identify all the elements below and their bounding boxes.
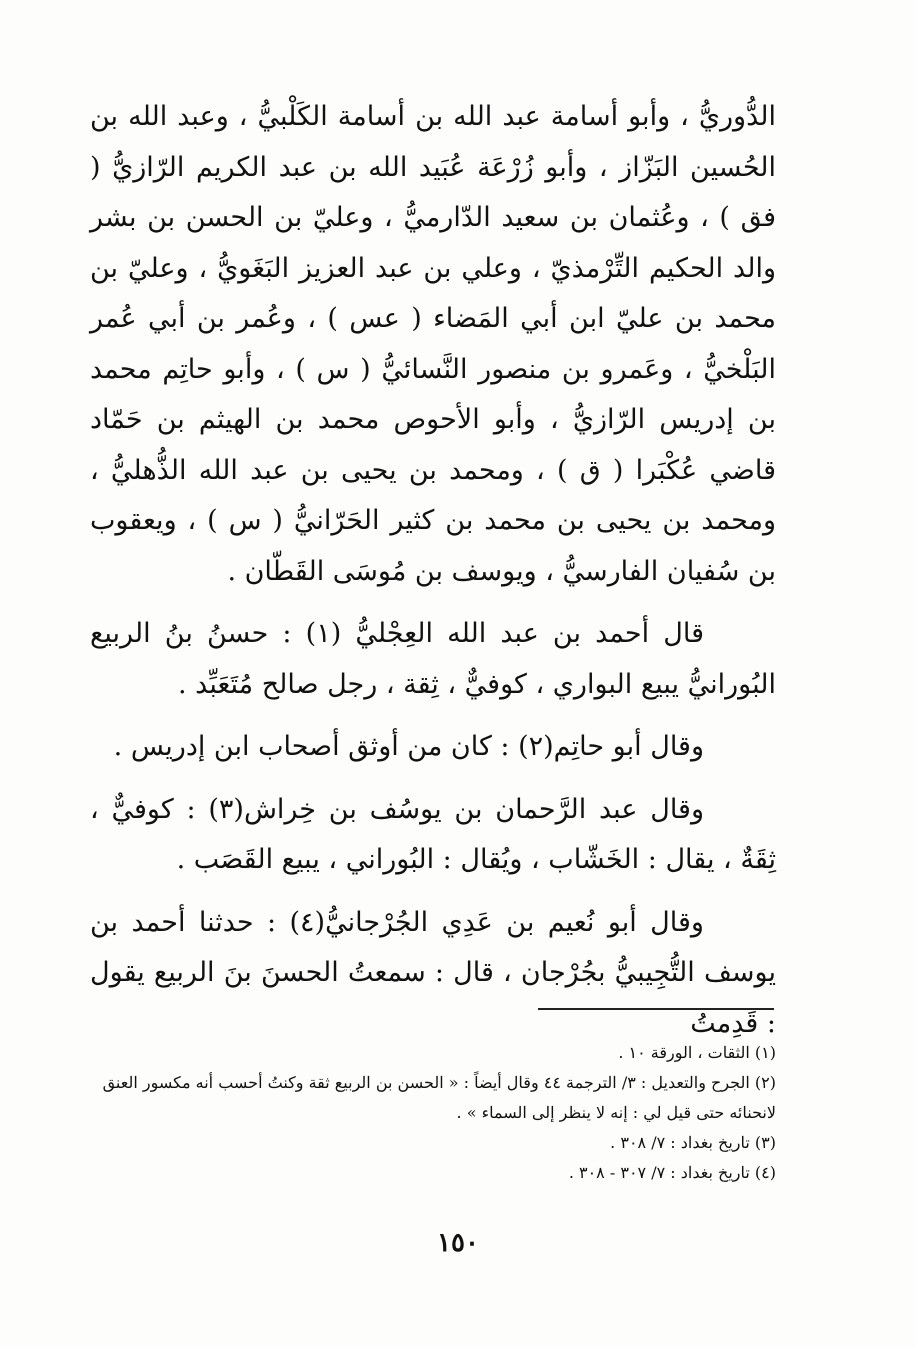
paragraph-ijli: قال أحمد بن عبد الله العِجْليُّ (١) : حسنُ بنُ الربيع البُورانيُّ يبيع البواري ، كوفيٌّ ، ثِقة ، رجل صالح مُتَعَبِّد . (90, 618, 776, 700)
footnotes (80, 1038, 776, 1188)
footnote-2: (٢) الجرح والتعديل : ٣/ الترجمة ٤٤ وقال أيضاً : « الحسن بن الربيع ثقة وكنتُ أحسب أنه مكسور العنق لانحنائه حتى قيل لي : إنه لا ينظر إلى السماء » . (102, 1073, 776, 1122)
main-text (90, 92, 776, 1049)
paragraph-abu-hatim: وقال أبو حاتِم(٢) : كان من أوثق أصحاب ابن إدريس . (113, 731, 704, 762)
page-number: ١٥٠ (437, 1228, 479, 1258)
paragraph-abu-nuaim: وقال أبو نُعيم بن عَدِي الجُرْجانيُّ(٤) : حدثنا أحمد بن يوسف التُّجِيبيُّ بجُرْجان ، قال : سمعتُ الحسنَ بنَ الربيع يقول : قَدِمتُ (90, 906, 776, 1039)
footnote-separator (538, 1008, 774, 1010)
paragraph-ibn-khirash: وقال عبد الرَّحمان بن يوسُف بن خِراش(٣) : كوفيٌّ ، ثِقَةٌ ، يقال : الخَشّاب ، ويُقال : البُوراني ، يبيع القَصَب . (90, 793, 776, 875)
paragraph-narrators: الدُّوريُّ ، وأبو أسامة عبد الله بن أسامة الكَلْبيُّ ، وعبد الله بن الحُسين البَزّاز ، وأبو زُرْعَة عُبَيد الله بن عبد الكريم الرّازيُّ ( فق ) ، وعُثمان بن سعيد الدّارميُّ ، وعليّ بن الحسن بن بشر والد الحكيم التِّرْمذيّ ، وعلي بن عبد العزيز البَغَويُّ ، وعليّ بن محمد بن عليّ ابن أبي المَضاء ( عس ) ، وعُمر بن أبي عُمر البَلْخيُّ ، وعَمرو بن منصور النَّسائيُّ ( س ) ، وأبو حاتِم محمد بن إدريس الرّازيُّ ، وأبو الأحوص محمد بن الهيثم بن حَمّاد قاضي عُكْبَرا ( ق ) ، ومحمد بن يحيى بن عبد الله الذُّهليُّ ، ومحمد بن يحيى بن محمد بن كثير الحَرّانيُّ ( س ) ، ويعقوب بن سُفيان الفارسيُّ ، ويوسف بن مُوسَى القَطّان . (90, 101, 776, 587)
footnote-1: (١) الثقات ، الورقة ١٠ . (618, 1043, 776, 1062)
footnote-4: (٤) تاريخ بغداد : ٧/ ٣٠٧ - ٣٠٨ . (568, 1163, 776, 1182)
footnote-3: (٣) تاريخ بغداد : ٧/ ٣٠٨ . (610, 1133, 776, 1152)
